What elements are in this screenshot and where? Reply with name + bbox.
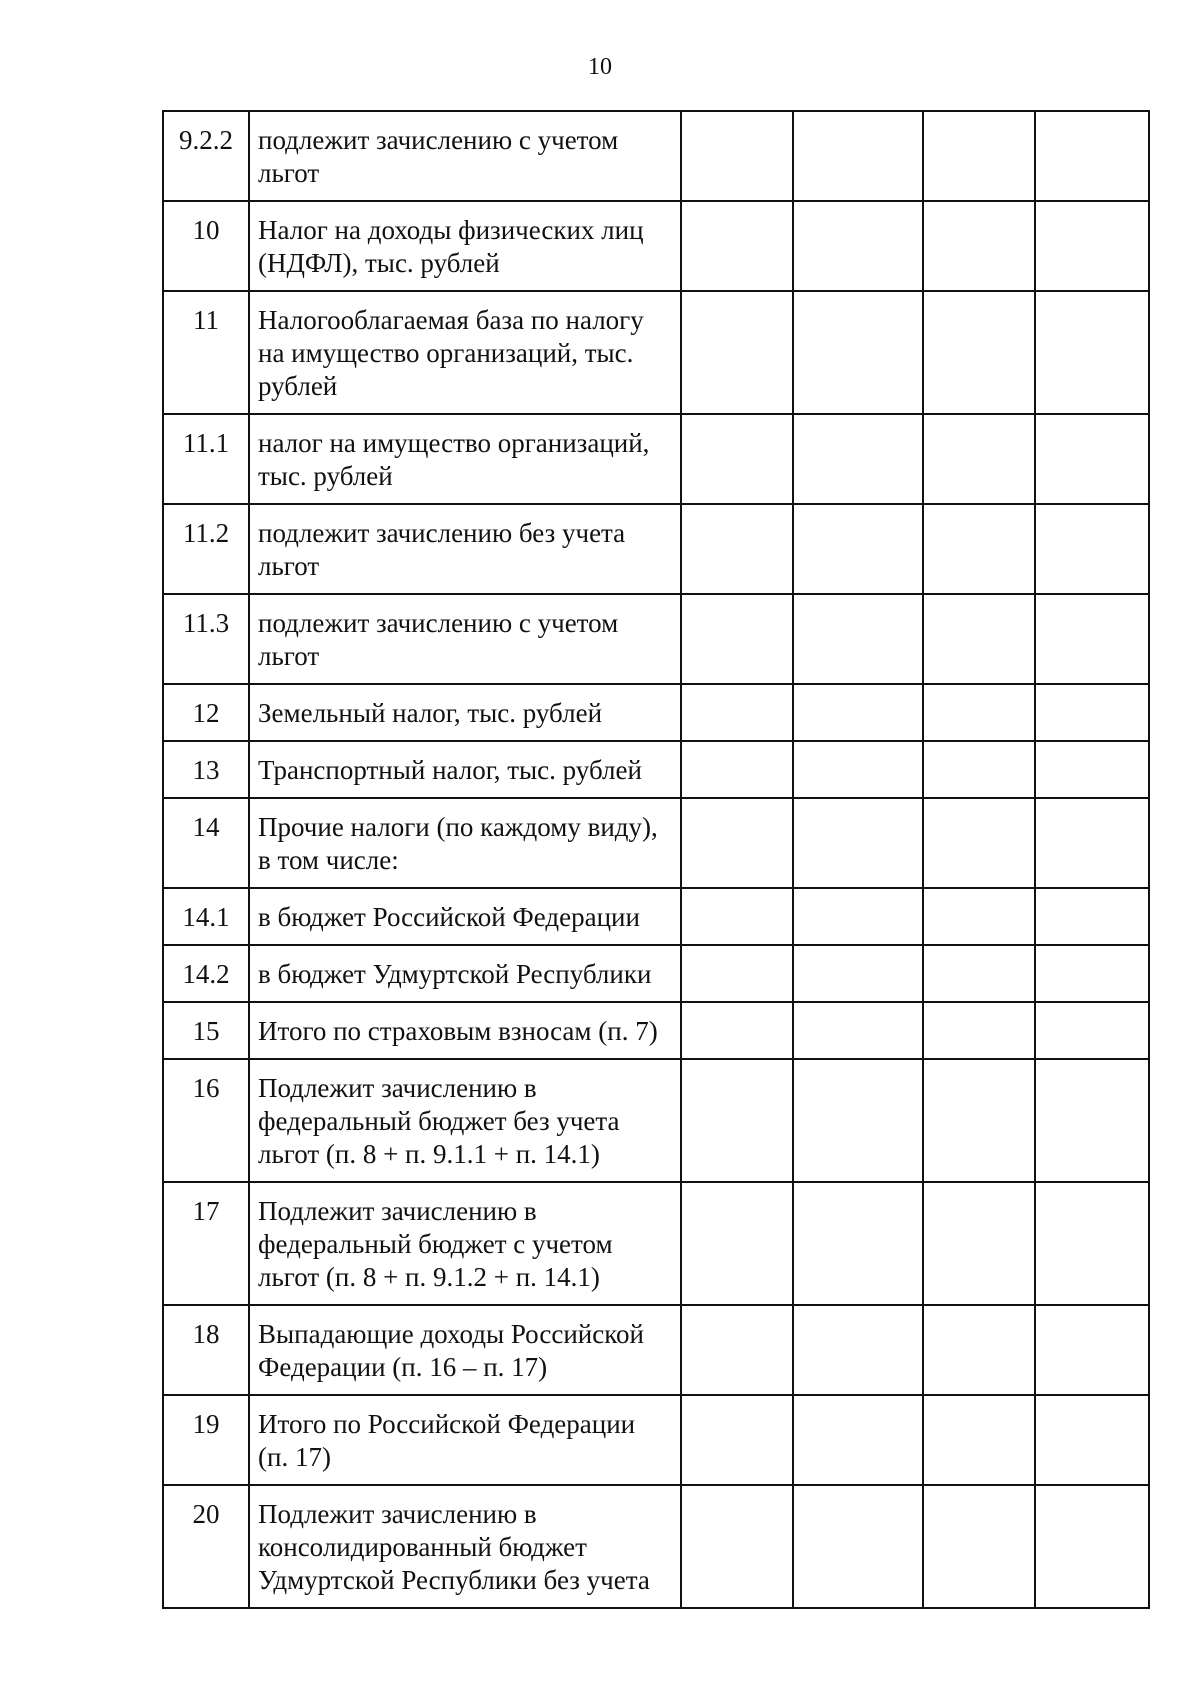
table-row: [163, 741, 1149, 798]
value-cell: [1035, 594, 1149, 684]
table-row: [163, 945, 1149, 1002]
table-row: [163, 1002, 1149, 1059]
value-cell: [923, 291, 1035, 414]
value-cell: [793, 201, 923, 291]
value-cell: [923, 684, 1035, 741]
row-label: Земельный налог, тыс. рублей: [249, 684, 681, 741]
value-cell: [1035, 888, 1149, 945]
row-label: Итого по Российской Федерации (п. 17): [249, 1395, 681, 1485]
table-row: [163, 291, 1149, 414]
value-cell: [1035, 1059, 1149, 1182]
value-cell: [1035, 504, 1149, 594]
tax-table: [162, 110, 1150, 1609]
value-cell: [1035, 1485, 1149, 1608]
value-cell: [681, 1305, 793, 1395]
row-label: в бюджет Удмуртской Республики: [249, 945, 681, 1002]
row-number: 11: [163, 291, 249, 414]
value-cell: [681, 201, 793, 291]
value-cell: [923, 594, 1035, 684]
value-cell: [923, 1059, 1035, 1182]
value-cell: [793, 1485, 923, 1608]
row-number: 11.3: [163, 594, 249, 684]
value-cell: [1035, 1002, 1149, 1059]
value-cell: [793, 1305, 923, 1395]
value-cell: [1035, 1305, 1149, 1395]
value-cell: [923, 414, 1035, 504]
value-cell: [681, 111, 793, 201]
row-label: Прочие налоги (по каждому виду), в том числе:: [249, 798, 681, 888]
value-cell: [923, 888, 1035, 945]
value-cell: [793, 945, 923, 1002]
row-label: в бюджет Российской Федерации: [249, 888, 681, 945]
value-cell: [793, 798, 923, 888]
value-cell: [681, 1182, 793, 1305]
row-number: 9.2.2: [163, 111, 249, 201]
value-cell: [681, 594, 793, 684]
value-cell: [681, 1059, 793, 1182]
row-number: 15: [163, 1002, 249, 1059]
table-row: [163, 888, 1149, 945]
value-cell: [681, 291, 793, 414]
table-row: [163, 111, 1149, 201]
value-cell: [793, 741, 923, 798]
row-number: 20: [163, 1485, 249, 1608]
value-cell: [681, 1395, 793, 1485]
value-cell: [681, 798, 793, 888]
value-cell: [1035, 414, 1149, 504]
value-cell: [923, 1305, 1035, 1395]
value-cell: [923, 201, 1035, 291]
value-cell: [681, 684, 793, 741]
row-number: 10: [163, 201, 249, 291]
value-cell: [681, 1002, 793, 1059]
value-cell: [681, 504, 793, 594]
table-row: [163, 414, 1149, 504]
row-number: 18: [163, 1305, 249, 1395]
value-cell: [681, 1485, 793, 1608]
value-cell: [793, 1182, 923, 1305]
value-cell: [923, 111, 1035, 201]
value-cell: [681, 741, 793, 798]
row-label: Итого по страховым взносам (п. 7): [249, 1002, 681, 1059]
value-cell: [793, 291, 923, 414]
table-row: [163, 1395, 1149, 1485]
table-row: [163, 594, 1149, 684]
value-cell: [1035, 684, 1149, 741]
row-label: подлежит зачислению с учетом льгот: [249, 594, 681, 684]
table-row: [163, 201, 1149, 291]
row-label: Налог на доходы физических лиц (НДФЛ), тыс. рублей: [249, 201, 681, 291]
value-cell: [1035, 1182, 1149, 1305]
row-number: 11.2: [163, 504, 249, 594]
value-cell: [793, 594, 923, 684]
row-number: 19: [163, 1395, 249, 1485]
value-cell: [1035, 201, 1149, 291]
row-number: 12: [163, 684, 249, 741]
row-label: налог на имущество организаций, тыс. рублей: [249, 414, 681, 504]
value-cell: [923, 504, 1035, 594]
page-number: 10: [588, 54, 612, 80]
value-cell: [1035, 111, 1149, 201]
value-cell: [793, 414, 923, 504]
value-cell: [793, 684, 923, 741]
value-cell: [793, 111, 923, 201]
value-cell: [1035, 291, 1149, 414]
table-row: [163, 1182, 1149, 1305]
value-cell: [923, 1395, 1035, 1485]
row-label: Выпадающие доходы Российской Федерации (п. 16 – п. 17): [249, 1305, 681, 1395]
row-number: 11.1: [163, 414, 249, 504]
value-cell: [793, 1002, 923, 1059]
row-number: 14.2: [163, 945, 249, 1002]
value-cell: [681, 888, 793, 945]
value-cell: [793, 1395, 923, 1485]
value-cell: [923, 1485, 1035, 1608]
value-cell: [923, 741, 1035, 798]
table-row: [163, 798, 1149, 888]
table-row: [163, 504, 1149, 594]
table-row: [163, 1305, 1149, 1395]
value-cell: [793, 504, 923, 594]
row-number: 16: [163, 1059, 249, 1182]
row-label: Подлежит зачислению в федеральный бюджет без учета льгот (п. 8 + п. 9.1.1 + п. 14.1): [249, 1059, 681, 1182]
value-cell: [681, 945, 793, 1002]
row-label: Подлежит зачислению в консолидированный бюджет Удмуртской Республики без учета: [249, 1485, 681, 1608]
value-cell: [1035, 1395, 1149, 1485]
value-cell: [1035, 741, 1149, 798]
value-cell: [923, 1002, 1035, 1059]
row-label: Налогооблагаемая база по налогу на имущество организаций, тыс. рублей: [249, 291, 681, 414]
row-label: подлежит зачислению с учетом льгот: [249, 111, 681, 201]
value-cell: [923, 798, 1035, 888]
row-label: Подлежит зачислению в федеральный бюджет с учетом льгот (п. 8 + п. 9.1.2 + п. 14.1): [249, 1182, 681, 1305]
value-cell: [793, 888, 923, 945]
value-cell: [1035, 945, 1149, 1002]
value-cell: [1035, 798, 1149, 888]
value-cell: [793, 1059, 923, 1182]
value-cell: [923, 945, 1035, 1002]
value-cell: [681, 414, 793, 504]
row-number: 14.1: [163, 888, 249, 945]
row-label: Транспортный налог, тыс. рублей: [249, 741, 681, 798]
row-number: 14: [163, 798, 249, 888]
value-cell: [923, 1182, 1035, 1305]
row-label: подлежит зачислению без учета льгот: [249, 504, 681, 594]
row-number: 17: [163, 1182, 249, 1305]
table-row: [163, 684, 1149, 741]
row-number: 13: [163, 741, 249, 798]
table-row: [163, 1059, 1149, 1182]
table-row: [163, 1485, 1149, 1608]
